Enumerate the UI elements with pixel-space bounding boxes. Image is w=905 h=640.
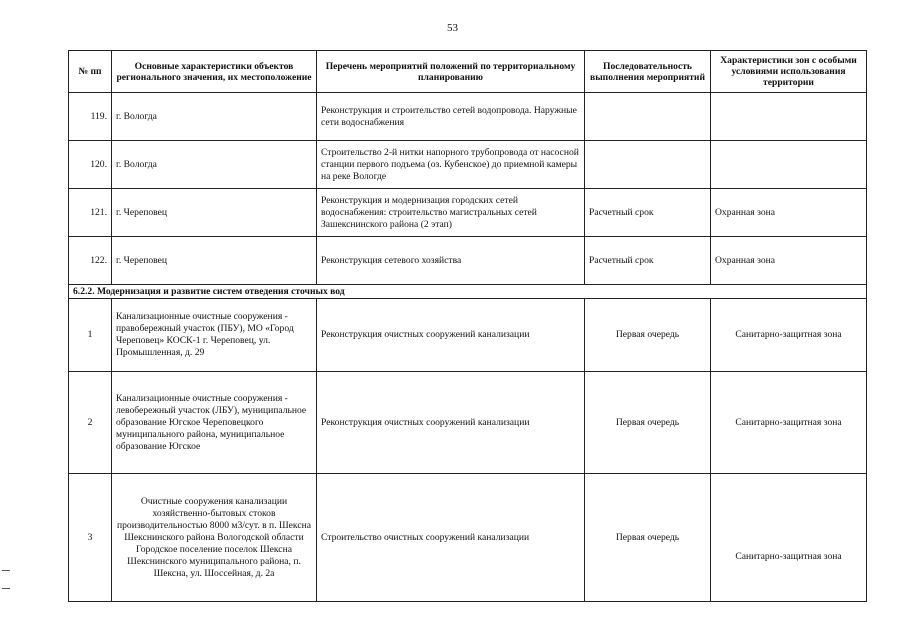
row-location: г. Череповец <box>112 237 317 285</box>
row-number: 120. <box>69 141 112 189</box>
section-title: 6.2.2. Модернизация и развитие систем отведения сточных вод <box>69 285 867 299</box>
row-zone <box>711 93 867 141</box>
row-number: 1 <box>69 299 112 372</box>
table-row <box>69 141 867 189</box>
header-number: № пп <box>69 51 112 93</box>
row-number: 121. <box>69 189 112 237</box>
row-location: Канализационные очистные сооружения - правобережный участок (ПБУ), МО «Город Череповец» КОСК-1 г. Череповец, ул. Промышленная, д. 29 <box>112 299 317 372</box>
section-row <box>69 285 867 299</box>
row-sequence: Расчетный срок <box>585 237 711 285</box>
row-location: г. Вологда <box>112 93 317 141</box>
row-sequence <box>585 93 711 141</box>
row-zone: Санитарно-защитная зона <box>711 474 867 602</box>
table-row <box>69 372 867 474</box>
row-location: Канализационные очистные сооружения - левобережный участок (ЛБУ), муниципальное образование Югское Череповецкого муниципального района, муниципальное образование Югское <box>112 372 317 474</box>
row-location: г. Вологда <box>112 141 317 189</box>
row-measures: Реконструкция очистных сооружений канализации <box>317 372 585 474</box>
row-number: 3 <box>69 474 112 602</box>
margin-mark <box>2 588 10 589</box>
table-row <box>69 237 867 285</box>
row-zone: Санитарно-защитная зона <box>711 372 867 474</box>
row-zone <box>711 141 867 189</box>
row-measures: Строительство 2-й нитки напорного трубопровода от насосной станции первого подъема (оз. Кубенское) до приемной камеры на реке Вологде <box>317 141 585 189</box>
row-location: г. Череповец <box>112 189 317 237</box>
row-number: 122. <box>69 237 112 285</box>
header-sequence: Последовательность выполнения мероприятий <box>585 51 711 93</box>
table-row <box>69 189 867 237</box>
row-measures: Реконструкция сетевого хозяйства <box>317 237 585 285</box>
table-header-row <box>69 51 867 93</box>
row-location: Очистные сооружения канализации хозяйственно-бытовых стоков производительностью 8000 м3/сут. в п. Шексна Шекснинского района Вологодской области Городское поселение поселок Шексна Шекснинского муниципального района, п. Шексна, ул. Шоссейная, д. 2а <box>112 474 317 602</box>
margin-mark <box>2 570 10 571</box>
page-number: 53 <box>447 22 458 34</box>
header-measures: Перечень мероприятий положений по территориальному планированию <box>317 51 585 93</box>
row-sequence: Первая очередь <box>585 372 711 474</box>
row-zone: Санитарно-защитная зона <box>711 299 867 372</box>
row-sequence: Расчетный срок <box>585 189 711 237</box>
row-zone: Охранная зона <box>711 189 867 237</box>
row-measures: Реконструкция и строительство сетей водопровода. Наружные сети водоснабжения <box>317 93 585 141</box>
row-measures: Строительство очистных сооружений канализации <box>317 474 585 602</box>
row-sequence: Первая очередь <box>585 474 711 602</box>
table-row <box>69 474 867 602</box>
row-number: 2 <box>69 372 112 474</box>
row-sequence: Первая очередь <box>585 299 711 372</box>
header-objects: Основные характеристики объектов регионального значения, их местоположение <box>112 51 317 93</box>
row-number: 119. <box>69 93 112 141</box>
table-row <box>69 93 867 141</box>
planning-table <box>68 50 867 602</box>
row-measures: Реконструкция и модернизация городских сетей водоснабжения: строительство магистральных сетей Зашекснинского района (2 этап) <box>317 189 585 237</box>
header-zones: Характеристики зон с особыми условиями использования территории <box>711 51 867 93</box>
row-measures: Реконструкция очистных сооружений канализации <box>317 299 585 372</box>
table-row <box>69 299 867 372</box>
row-sequence <box>585 141 711 189</box>
row-zone: Охранная зона <box>711 237 867 285</box>
